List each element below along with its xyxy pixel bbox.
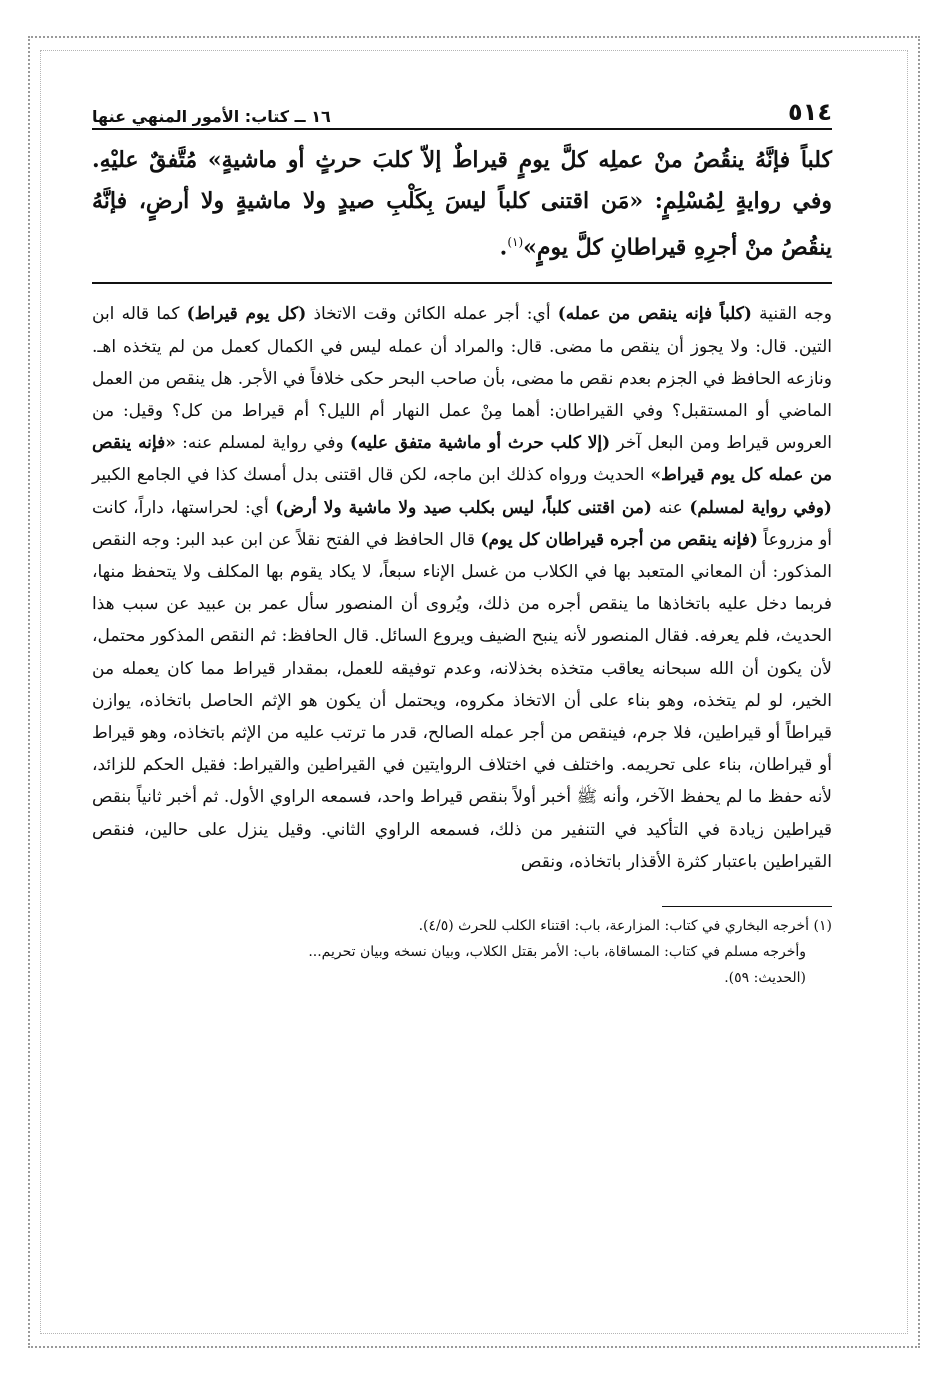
commentary-text: قال الحافظ في الفتح نقلاً عن ابن عبد البر: وجه النقص المذكور: أن المعاني المتعبد بها في الكلاب من غسل الإناء سبعاً، لا يكاد يقوم بها المكلف ولا يتحفظ منها، فربما دخل عليه باتخاذها ما ينقص أجره من ذلك، ويُروى أن المنصور سأل عمر بن عبيد عن سبب هذا الحديث، فلم يعرفه. فقال المنصور لأنه ينبح الضيف ويروع السائل. قال الحافظ: ثم النقص المذكور محتمل، لأن يكون أن الله سبحانه يعاقب متخذه بخذلانه، وعدم توفيقه للعمل، بمقدار قيراط مما كان يعمله من الخير، لو لم يتخذه، وهو بناء على أن الاتخاذ مكروه، ويحتمل أن يكون هو الإثم الحاصل باتخاذه، يوازن قيراطاً أو قيراطين، فلا جرم، فينقص من أجر عمله الصالح، قدر ما ترتب عليه من الإثم باتخاذه، وهو قيراط أو قيراطان، بناء على تحريمه. واختلف في اختلاف الروايتين في القيراطين والقيراط: فقيل الحكم للزائد، لأنه حفظ ما لم يحفظ الآخر، وأنه ﷺ أخبر أولاً بنقص قيراط واحد، فسمعه الراوي الأول. ثم أخبر ثانياً بنقص قيراطين زيادة في التأكيد في التنفير من ذلك، فسمعه الراوي الثاني. وقيل ينزل على حالين، فنقص القيراطين باعتبار كثرة الأقذار باتخاذه، ونقص (92, 529, 832, 872)
footnote-1-hadith-number: (الحديث: ٥٩). (724, 969, 806, 986)
commentary-quote: (وفي رواية لمسلم) (689, 497, 832, 518)
commentary-quote: «فإنه ينقص من عمله كل يوم قيراط» (92, 433, 832, 486)
commentary-text: عنه (651, 497, 690, 518)
footnote-divider (662, 906, 832, 907)
commentary-paragraph (92, 298, 832, 878)
commentary-text: وفي رواية لمسلم عنه: (175, 433, 350, 454)
footnote-reference: (١) (507, 235, 524, 249)
hadith-text-block (92, 140, 832, 268)
page-header (92, 92, 832, 130)
hadith-text: كلباً فإنَّهُ ينقُصُ منْ عملِه كلَّ يومٍ قيراطٌ إلاّ كلبَ حرثٍ أو ماشيةٍ» مُتَّفقٌ عليْهِ. وفي روايةٍ لِمُسْلِمٍ: «مَن اقتنى كلباً ليسَ بِكَلْبِ صيدٍ ولا ماشيةٍ ولا أرضٍ، فإنَّهُ ينقُصُ منْ أجرِهِ قيراطانِ كلَّ يومٍ» (92, 147, 832, 261)
section-divider (92, 282, 832, 284)
commentary-quote: (فإنه ينقص من أجره قيراطان كل يوم) (480, 529, 758, 550)
hadith-end: . (499, 234, 508, 261)
commentary-quote: (كل يوم قيراط) (186, 304, 307, 325)
footnote-1: (١) أخرجه البخاري في كتاب: المزارعة، باب: اقتناء الكلب للحرث (٤/٥). (418, 917, 832, 934)
commentary-text: أي: لحراستها، داراً، كانت أو مزروعاً (92, 497, 833, 550)
book-page (92, 92, 832, 991)
footnote-1-continued: وأخرجه مسلم في كتاب: المساقاة، باب: الأمر بقتل الكلاب، وبيان نسخه وبيان تحريم... (308, 943, 806, 960)
page-number: ٥١٤ (788, 98, 832, 126)
commentary-text: الحديث ورواه كذلك ابن ماجه، لكن قال اقتنى بدل أمسك كذا في الجامع الكبير (92, 465, 651, 486)
commentary-block (92, 298, 832, 878)
commentary-text: أي: أجر عمله الكائن وقت الاتخاذ (306, 304, 558, 325)
commentary-text: وجه القنية (751, 304, 832, 325)
footnotes-block (92, 913, 832, 991)
commentary-text: كما قاله ابن التين. قال: ولا يجوز أن ينقص ما مضى. قال: والمراد أن عمله ليس في الكمال كعمل من لم يتخذه اهـ. ونازعه الحافظ في الجزم بعدم نقص ما مضى، بأن صاحب البحر حكى خلافاً في الأجر. هل ينقص من العمل الماضي أو المستقبل؟ وفي القيراطان: أهما مِنْ عمل النهار أم الليل؟ أم قيراط من كل؟ وقيل: من العروس قيراط ومن البعل آخر (92, 304, 833, 454)
commentary-quote: (من اقتنى كلباً، ليس بكلب صيد ولا ماشية ولا أرض) (275, 497, 652, 518)
commentary-quote: (إلا كلب حرث أو ماشية متفق عليه) (349, 433, 611, 454)
commentary-quote: (كلباً فإنه ينقص من عمله) (557, 304, 752, 325)
running-head: ١٦ ــ كتاب: الأمور المنهي عنها (92, 107, 331, 126)
